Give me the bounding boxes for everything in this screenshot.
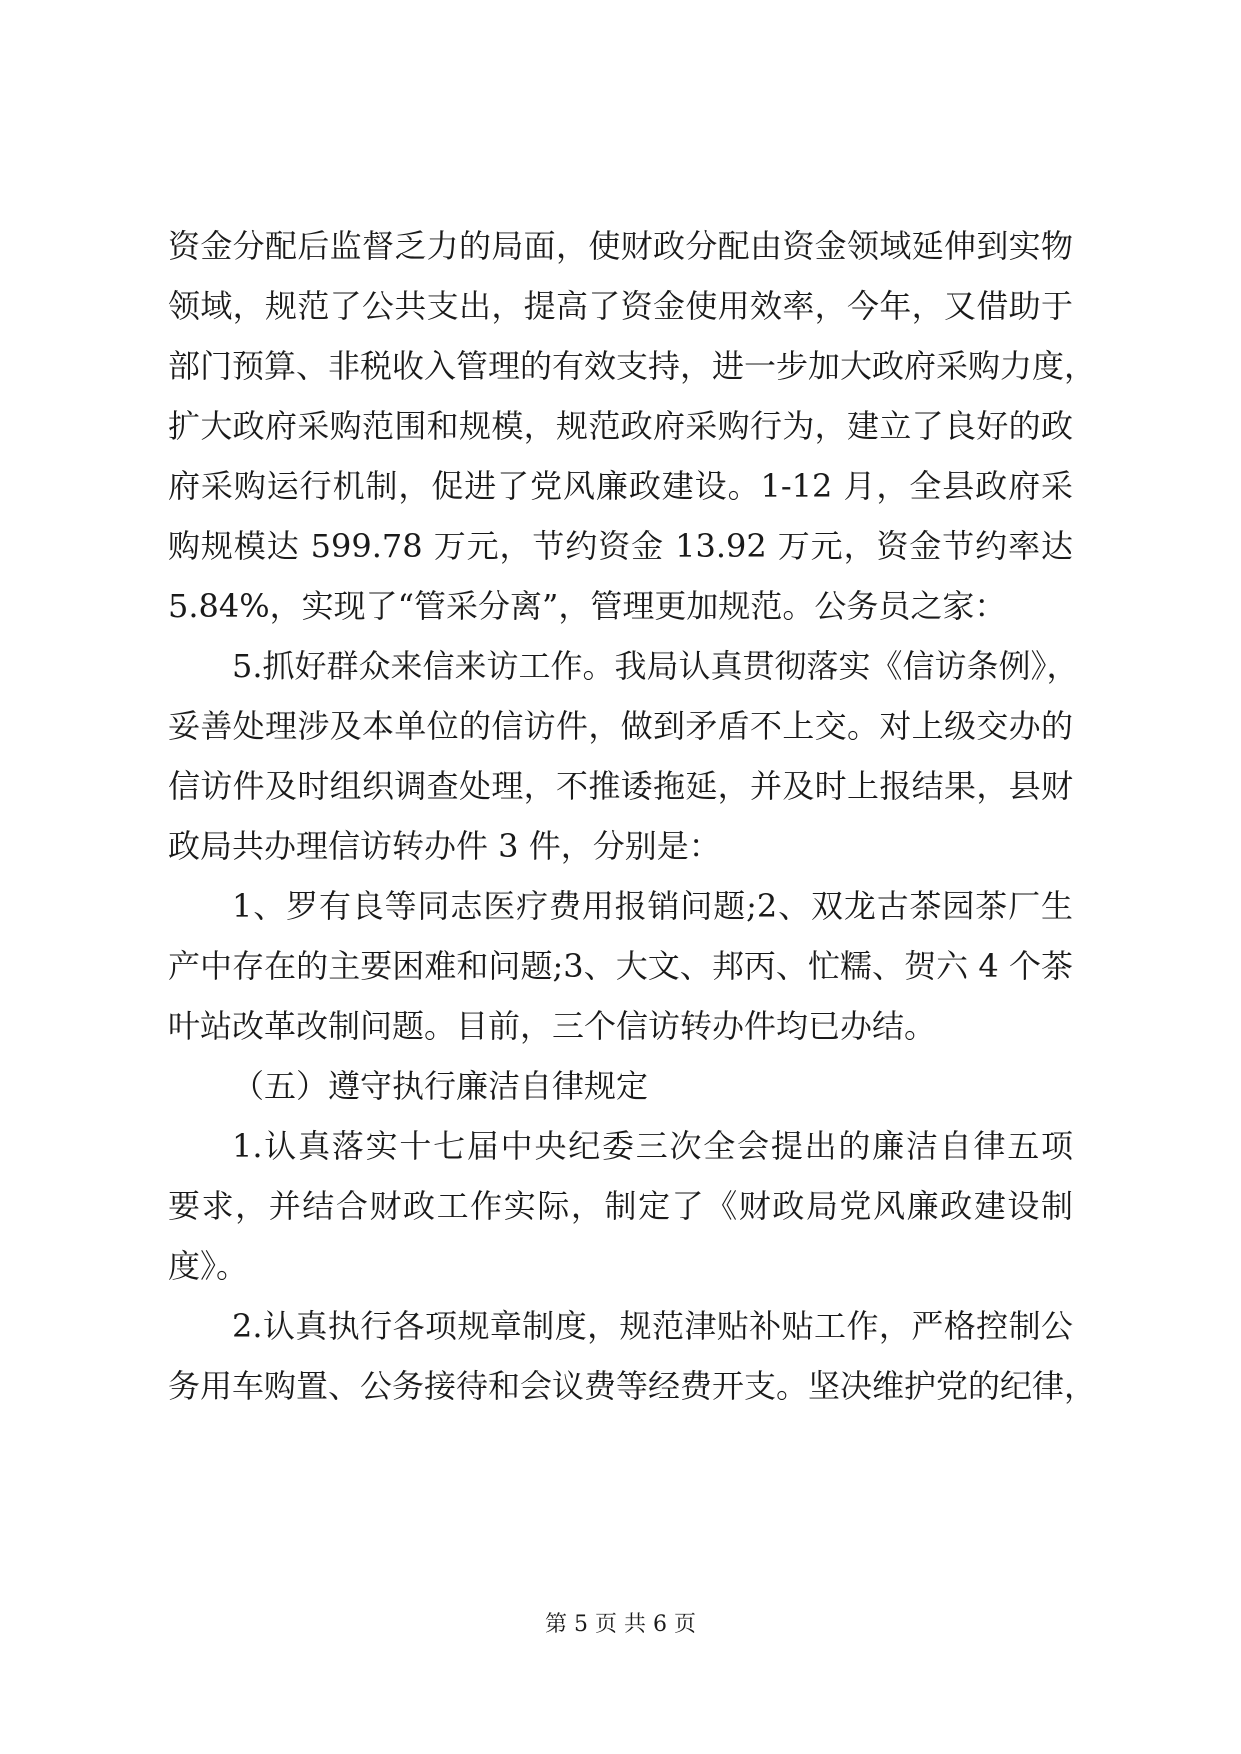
page-number-footer: 第 5 页 共 6 页 [545, 1612, 696, 1637]
text-line: 2.认真执行各项规章制度，规范津贴补贴工作，严格控制公 [232, 1307, 1073, 1345]
text-line: 购规模达 599.78 万元，节约资金 13.92 万元，资金节约率达 [168, 527, 1073, 565]
text-line: 1.认真落实十七届中央纪委三次全会提出的廉洁自律五项 [232, 1127, 1073, 1165]
text-line: 5.84%，实现了“管采分离”，管理更加规范。公务员之家： [168, 587, 1007, 625]
section-heading: （五）遵守执行廉洁自律规定 [232, 1067, 649, 1105]
text-line: 度》。 [168, 1247, 249, 1285]
text-line: 政局共办理信访转办件 3 件，分别是： [168, 827, 721, 865]
document-body [168, 224, 1097, 1424]
text-line: 信访件及时组织调查处理，不推诿拖延，并及时上报结果，县财 [168, 767, 1073, 805]
text-line: 资金分配后监督乏力的局面，使财政分配由资金领域延伸到实物 [168, 227, 1073, 265]
text-line: 产中存在的主要困难和问题;3、大文、邦丙、忙糯、贺六 4 个茶 [168, 947, 1073, 985]
text-line: 府采购运行机制，促进了党风廉政建设。1-12 月，全县政府采 [168, 467, 1073, 505]
text-line: 5.抓好群众来信来访工作。我局认真贯彻落实《信访条例》， [232, 647, 1079, 685]
text-line: 妥善处理涉及本单位的信访件，做到矛盾不上交。对上级交办的 [168, 707, 1073, 745]
text-line: 叶站改革改制问题。目前，三个信访转办件均已办结。 [168, 1007, 937, 1045]
text-line: 1、罗有良等同志医疗费用报销问题;2、双龙古茶园茶厂生 [232, 887, 1073, 925]
text-line: 要求，并结合财政工作实际，制定了《财政局党风廉政建设制 [168, 1187, 1073, 1225]
text-line: 扩大政府采购范围和规模，规范政府采购行为，建立了良好的政 [168, 407, 1073, 445]
text-line: 领域，规范了公共支出，提高了资金使用效率，今年，又借助于 [168, 287, 1073, 325]
text-line: 务用车购置、公务接待和会议费等经费开支。坚决维护党的纪律， [168, 1367, 1097, 1405]
text-line: 部门预算、非税收入管理的有效支持，进一步加大政府采购力度， [168, 347, 1097, 385]
